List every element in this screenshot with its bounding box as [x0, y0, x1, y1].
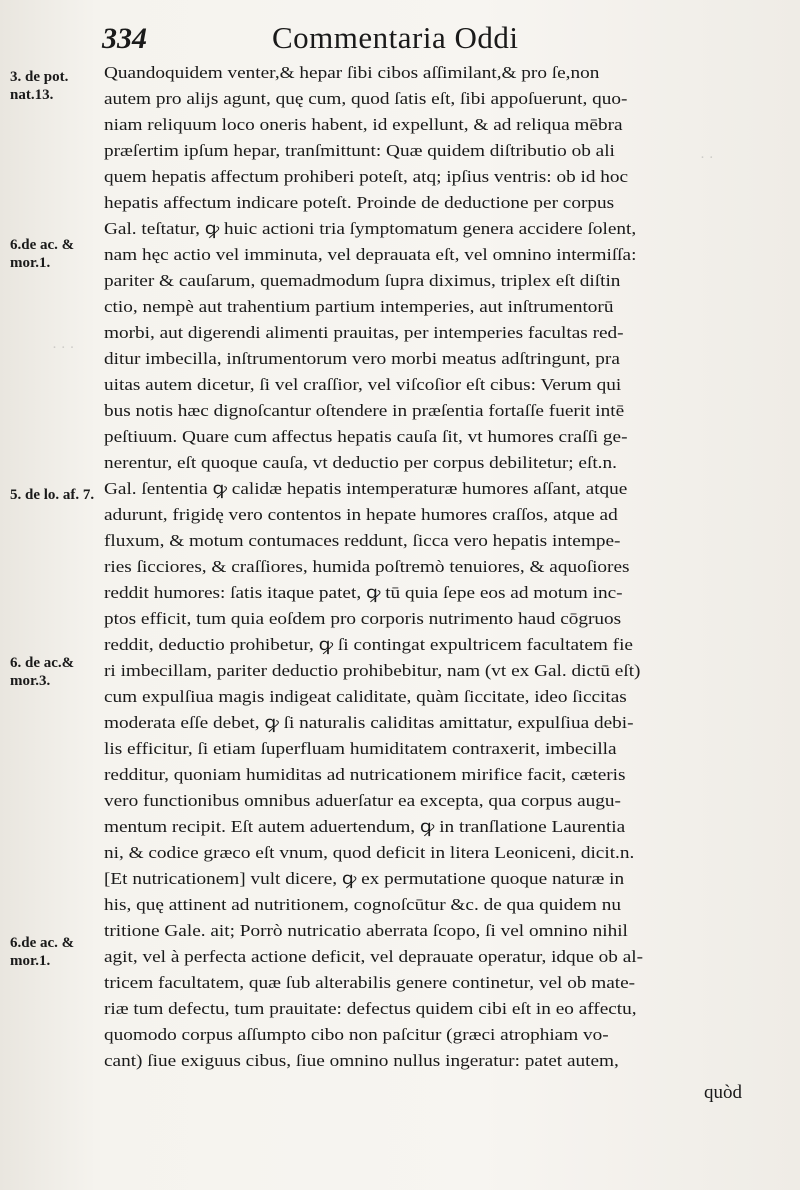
running-head: Commentaria Oddi: [272, 20, 519, 55]
text-line: moderata eſſe debet, ꝙ ſi naturalis caliditas amittatur, expulſiua debi-: [104, 713, 634, 732]
text-line: redditur, quoniam humiditas ad nutricationem mirifice facit, cæteris: [104, 765, 626, 784]
text-line: his, quę attinent ad nutritionem, cognoſcūtur &c. de qua quidem nu: [104, 895, 621, 914]
text-line: ptos efficit, tum quia eoſdem pro corporis nutrimento haud cōgruos: [104, 609, 622, 628]
catchword: quòd: [704, 1082, 742, 1103]
text-line: riæ tum defectu, tum prauitate: defectus quidem cibi eſt in eo affectu,: [104, 999, 637, 1018]
text-line: Gal. ſententia ꝙ calidæ hepatis intemperaturæ humores aſſant, atque: [104, 479, 628, 498]
text-line: cum expulſiua magis indigeat caliditate, quàm ſiccitate, ideo ſiccitas: [104, 687, 627, 706]
text-line: lis efficitur, ſi etiam ſuperfluam humiditatem contraxerit, imbecilla: [104, 739, 617, 758]
text-line: ri imbecillam, pariter deductio prohibebitur, nam (vt ex Gal. dictū eſt): [104, 661, 641, 680]
text-line: ditur imbecilla, inſtrumentorum vero morbi meatus adſtringunt, pra: [104, 349, 620, 368]
margin-note: 6.de ac. & mor.1.: [10, 237, 75, 271]
bleed-through-mark: · · ·: [52, 340, 75, 356]
text-line: morbi, aut digerendi alimenti prauitas, per intemperies facultas red-: [104, 323, 624, 342]
text-line: ries ſicciores, & craſſiores, humida poſtremò tenuiores, & aquoſiores: [104, 557, 630, 576]
margin-note: 5. de lo. af. 7.: [10, 487, 95, 503]
text-line: nam hęc actio vel imminuta, vel deprauata eſt, vel omnino intermiſſa:: [104, 245, 637, 264]
text-line: agit, vel à perfecta actione deficit, vel deprauate operatur, idque ob al-: [104, 947, 644, 966]
text-line: cant) ſiue exiguus cibus, ſiue omnino nullus ingeratur: patet autem,: [104, 1051, 619, 1070]
text-line: bus notis hæc dignoſcantur oſtendere in præſentia fortaſſe fuerit intē: [104, 401, 625, 420]
text-line: nerentur, eſt quoque cauſa, vt deductio per corpus debilitetur; eſt.n.: [104, 453, 617, 472]
text-line: quomodo corpus aſſumpto cibo non paſcitur (græci atrophiam vo-: [104, 1025, 609, 1044]
text-line: quem hepatis affectum prohiberi poteſt, atq; ipſius ventris: ob id hoc: [104, 167, 629, 186]
margin-note: 6. de ac.& mor.3.: [10, 655, 75, 689]
text-line: vero functionibus omnibus aduerſatur ea excepta, qua corpus augu-: [104, 791, 621, 810]
text-line: [Et nutricationem] vult dicere, ꝙ ex permutatione quoque naturæ in: [104, 869, 625, 888]
text-line: pariter & cauſarum, quemadmodum ſupra diximus, triplex eſt diſtin: [104, 271, 621, 290]
text-line: hepatis affectum indicare poteſt. Proinde de deductione per corpus: [104, 193, 615, 212]
text-line: reddit, deductio prohibetur, ꝙ ſi contingat expultricem facultatem fie: [104, 635, 633, 654]
text-line: tritione Gale. ait; Porrò nutricatio aberrata ſcopo, ſi vel omnino nihil: [104, 921, 628, 940]
text-line: mentum recipit. Eſt autem aduertendum, ꝙ in tranſlatione Laurentia: [104, 817, 626, 836]
text-line: niam reliquum loco oneris habent, id expellunt, & ad reliqua mēbra: [104, 115, 623, 134]
bleed-through-mark: · ·: [700, 150, 714, 166]
text-line: Quandoquidem venter,& hepar ſibi cibos aſſimilant,& pro ſe,non: [104, 63, 600, 82]
margin-note: 3. de pot. nat.13.: [10, 69, 69, 103]
text-line: tricem facultatem, quæ ſub alterabilis genere continetur, vel ob mate-: [104, 973, 636, 992]
body-text: [104, 60, 766, 1074]
text-line: autem pro alijs agunt, quę cum, quod ſatis eſt, ſibi appoſuerunt, quo-: [104, 89, 628, 108]
text-line: peſtiuum. Quare cum affectus hepatis cauſa ſit, vt humores craſſi ge-: [104, 427, 628, 446]
text-line: uitas autem dicetur, ſi vel craſſior, vel viſcoſior eſt cibus: Verum qui: [104, 375, 622, 394]
text-line: reddit humores: ſatis itaque patet, ꝙ tū quia ſepe eos ad motum inc-: [104, 583, 623, 602]
margin-note: 6.de ac. & mor.1.: [10, 935, 75, 969]
text-line: ni, & codice græco eſt vnum, quod deficit in litera Leoniceni, dicit.n.: [104, 843, 635, 862]
text-line: ctio, nempè aut trahentium partium intemperies, aut inſtrumentorū: [104, 297, 614, 316]
text-line: Gal. teſtatur, ꝙ huic actioni tria ſymptomatum genera accidere ſolent,: [104, 219, 637, 238]
text-line: fluxum, & motum contumaces reddunt, ſicca vero hepatis intempe-: [104, 531, 621, 550]
page-number: 334: [102, 22, 147, 55]
text-line: adurunt, frigidę vero contentos in hepate humores craſſos, atque ad: [104, 505, 618, 524]
text-line: præſertim ipſum hepar, tranſmittunt: Quæ quidem diſtributio ob ali: [104, 141, 615, 160]
